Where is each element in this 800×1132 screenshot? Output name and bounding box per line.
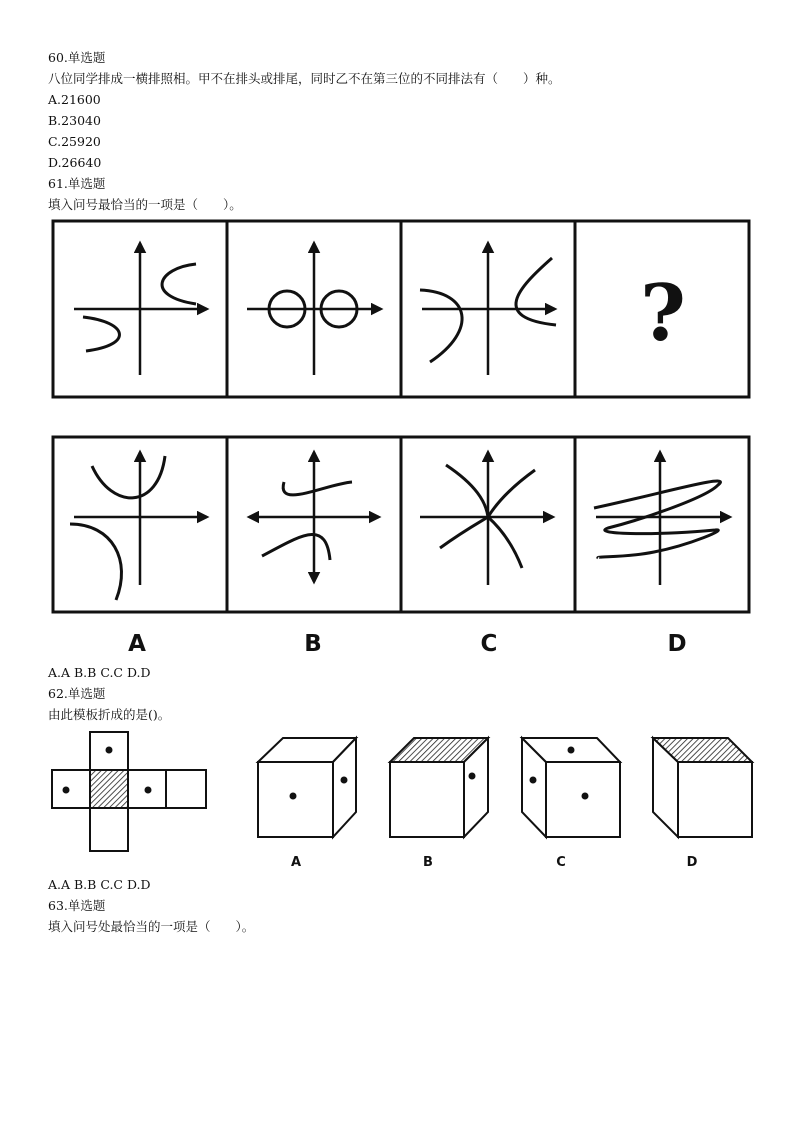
q61-choice-a-figure[interactable]: [53, 437, 227, 612]
q61-choice-a-letter: A: [128, 631, 146, 657]
q62-stem: 由此模板折成的是()。: [48, 707, 171, 722]
q60-option-d[interactable]: D.26640: [48, 155, 102, 170]
q62-choice-a-letter: A: [290, 855, 302, 870]
q61-choice-d-letter: D: [667, 631, 687, 657]
q62-cube-a[interactable]: [258, 738, 356, 837]
q61-choice-c-letter: C: [480, 631, 498, 657]
q61-choice-d-figure[interactable]: [575, 437, 749, 612]
cube-net: [52, 732, 206, 851]
q62-heading: 62.单选题: [48, 686, 106, 701]
q62-cube-b[interactable]: [390, 738, 488, 837]
q60-stem: 八位同学排成一横排照相。甲不在排头或排尾，同时乙不在第三位的不同排法有（ ）种。: [48, 71, 561, 86]
q61-pattern-box-2: [227, 221, 401, 397]
q62-choice-c-letter: C: [556, 855, 566, 870]
q62-cube-d[interactable]: [653, 738, 752, 837]
q61-choice-b-letter: B: [304, 631, 322, 657]
q60-option-c[interactable]: C.25920: [48, 134, 101, 149]
q62-answer-line[interactable]: A.A B.B C.C D.D: [48, 877, 151, 892]
q61-figure: [0, 210, 800, 660]
q63-stem: 填入问号处最恰当的一项是（ ）。: [48, 919, 255, 934]
q61-stem: 填入问号最恰当的一项是（ ）。: [48, 197, 242, 212]
q61-choice-c-figure[interactable]: [401, 437, 575, 612]
q60-heading: 60.单选题: [48, 50, 106, 65]
q63-heading: 63.单选题: [48, 898, 106, 913]
q61-question-box: [575, 221, 749, 397]
q62-cube-c[interactable]: [522, 738, 620, 837]
q62-figure: [0, 725, 800, 875]
q61-choice-b-figure[interactable]: [227, 437, 401, 612]
q62-choice-d-letter: D: [686, 855, 698, 870]
q62-choice-b-letter: B: [423, 855, 433, 870]
q61-pattern-box-3: [401, 221, 575, 397]
question-mark: ?: [640, 268, 686, 359]
q60-option-a[interactable]: A.21600: [48, 92, 101, 107]
q61-heading: 61.单选题: [48, 176, 106, 191]
q61-answer-line[interactable]: A.A B.B C.C D.D: [48, 665, 151, 680]
q60-option-b[interactable]: B.23040: [48, 113, 101, 128]
q61-pattern-box-1: [53, 221, 227, 397]
